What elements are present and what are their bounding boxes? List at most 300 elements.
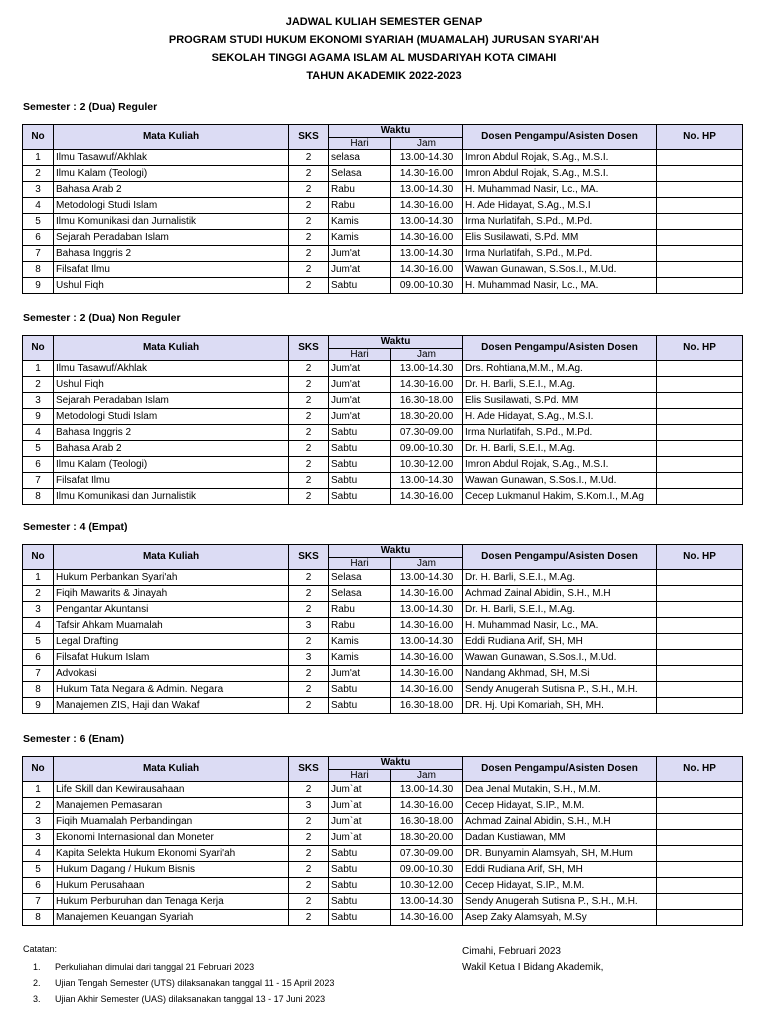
cell-hari: Jum'at [329,262,391,278]
cell-hari: Kamis [329,214,391,230]
cell-sks: 2 [289,894,329,910]
cell-jam: 10.30-12.00 [391,457,463,473]
cell-no: 1 [23,570,54,586]
table-row [23,910,743,926]
cell-no: 9 [23,409,54,425]
cell-jam: 13.00-14.30 [391,214,463,230]
cell-dosen: Sendy Anugerah Sutisna P., S.H., M.H. [463,682,657,698]
cell-hari: Kamis [329,230,391,246]
cell-sks: 2 [289,246,329,262]
cell-no: 8 [23,682,54,698]
cell-hp [657,489,743,505]
cell-sks: 2 [289,425,329,441]
col-header-no: No [23,336,54,361]
cell-no: 3 [23,393,54,409]
cell-hp [657,214,743,230]
col-header-hp: No. HP [657,757,743,782]
cell-hari: Jum`at [329,830,391,846]
cell-jam: 14.30-16.00 [391,910,463,926]
cell-jam: 13.00-14.30 [391,473,463,489]
cell-sks: 2 [289,409,329,425]
cell-mata-kuliah: Life Skill dan Kewirausahaan [54,782,289,798]
cell-mata-kuliah: Filsafat Hukum Islam [54,650,289,666]
cell-hp [657,361,743,377]
cell-sks: 2 [289,878,329,894]
table-row [23,618,743,634]
col-header-no: No [23,545,54,570]
table-row [23,602,743,618]
cell-no: 4 [23,425,54,441]
cell-no: 6 [23,878,54,894]
cell-jam: 13.00-14.30 [391,570,463,586]
cell-no: 4 [23,198,54,214]
table-row [23,489,743,505]
col-header-hari: Hari [329,558,391,570]
cell-mata-kuliah: Ilmu Kalam (Teologi) [54,457,289,473]
table-row [23,393,743,409]
table-row [23,166,743,182]
cell-no: 3 [23,814,54,830]
cell-sks: 2 [289,230,329,246]
cell-jam: 09.00-10.30 [391,441,463,457]
cell-hp [657,166,743,182]
cell-hari: Rabu [329,602,391,618]
cell-hp [657,894,743,910]
cell-dosen: Elis Susilawati, S.Pd. MM [463,393,657,409]
cell-jam: 14.30-16.00 [391,650,463,666]
cell-dosen: Cecep Lukmanul Hakim, S.Kom.I., M.Ag [463,489,657,505]
note-text: Perkuliahan dimulai dari tanggal 21 Februari 2023 [55,962,255,972]
cell-sks: 2 [289,150,329,166]
cell-jam: 14.30-16.00 [391,682,463,698]
cell-sks: 2 [289,782,329,798]
cell-sks: 2 [289,473,329,489]
cell-hp [657,425,743,441]
cell-sks: 2 [289,814,329,830]
cell-no: 5 [23,441,54,457]
cell-jam: 13.00-14.30 [391,150,463,166]
cell-no: 7 [23,473,54,489]
cell-sks: 2 [289,441,329,457]
cell-sks: 2 [289,602,329,618]
cell-dosen: Drs. Rohtiana,M.M., M.Ag. [463,361,657,377]
cell-hp [657,377,743,393]
cell-sks: 2 [289,166,329,182]
note-text: Ujian Tengah Semester (UTS) dilaksanakan tanggal 11 - 15 April 2023 [55,978,335,988]
cell-sks: 2 [289,910,329,926]
cell-no: 2 [23,166,54,182]
cell-dosen: H. Muhammad Nasir, Lc., MA. [463,182,657,198]
table-row [23,894,743,910]
col-header-hp: No. HP [657,125,743,150]
cell-no: 5 [23,214,54,230]
header-title-1: JADWAL KULIAH SEMESTER GENAP [285,16,483,28]
cell-mata-kuliah: Fiqih Mawarits & Jinayah [54,586,289,602]
cell-jam: 16.30-18.00 [391,698,463,714]
col-header-hp: No. HP [657,545,743,570]
cell-hari: Rabu [329,182,391,198]
cell-jam: 10.30-12.00 [391,878,463,894]
col-header-waktu: Waktu [329,757,463,770]
cell-mata-kuliah: Ushul Fiqh [54,377,289,393]
cell-hari: Jum'at [329,361,391,377]
schedule-table [22,544,743,714]
note-number: 2. [33,978,41,988]
cell-dosen: Asep Zaky Alamsyah, M.Sy [463,910,657,926]
cell-mata-kuliah: Ilmu Tasawuf/Akhlak [54,361,289,377]
cell-mata-kuliah: Sejarah Peradaban Islam [54,393,289,409]
cell-no: 2 [23,798,54,814]
cell-jam: 13.00-14.30 [391,246,463,262]
cell-dosen: Imron Abdul Rojak, S.Ag., M.S.I. [463,150,657,166]
cell-dosen: Dr. H. Barli, S.E.I., M.Ag. [463,570,657,586]
cell-no: 4 [23,618,54,634]
cell-jam: 14.30-16.00 [391,586,463,602]
cell-no: 1 [23,361,54,377]
cell-hp [657,473,743,489]
cell-sks: 2 [289,698,329,714]
cell-mata-kuliah: Hukum Perburuhan dan Tenaga Kerja [54,894,289,910]
cell-hp [657,666,743,682]
cell-sks: 2 [289,214,329,230]
cell-hp [657,846,743,862]
cell-no: 7 [23,894,54,910]
col-header-mata-kuliah: Mata Kuliah [54,336,289,361]
cell-jam: 07.30-09.00 [391,425,463,441]
notes-section [23,944,334,1010]
cell-hp [657,910,743,926]
cell-dosen: Dadan Kustiawan, MM [463,830,657,846]
cell-jam: 14.30-16.00 [391,166,463,182]
cell-sks: 2 [289,489,329,505]
table-row [23,814,743,830]
cell-hari: Jum`at [329,798,391,814]
col-header-jam: Jam [391,770,463,782]
cell-no: 6 [23,650,54,666]
cell-hp [657,441,743,457]
table-row [23,457,743,473]
cell-mata-kuliah: Manajemen ZIS, Haji dan Wakaf [54,698,289,714]
cell-hp [657,782,743,798]
col-header-jam: Jam [391,558,463,570]
cell-jam: 13.00-14.30 [391,602,463,618]
cell-hp [657,246,743,262]
cell-mata-kuliah: Bahasa Arab 2 [54,441,289,457]
cell-sks: 2 [289,278,329,294]
note-text: Ujian Akhir Semester (UAS) dilaksanakan tanggal 13 - 17 Juni 2023 [55,994,326,1004]
cell-no: 5 [23,634,54,650]
note-item [23,962,334,972]
cell-mata-kuliah: Ilmu Kalam (Teologi) [54,166,289,182]
cell-hari: Sabtu [329,910,391,926]
schedule-table [22,756,743,926]
col-header-sks: SKS [289,545,329,570]
col-header-waktu: Waktu [329,545,463,558]
cell-sks: 2 [289,666,329,682]
cell-sks: 2 [289,846,329,862]
cell-hp [657,878,743,894]
table-row [23,666,743,682]
cell-mata-kuliah: Ekonomi Internasional dan Moneter [54,830,289,846]
cell-dosen: Sendy Anugerah Sutisna P., S.H., M.H. [463,894,657,910]
schedule-table [22,335,743,505]
table-row [23,830,743,846]
col-header-dosen: Dosen Pengampu/Asisten Dosen [463,757,657,782]
cell-jam: 14.30-16.00 [391,262,463,278]
header-title-4: TAHUN AKADEMIK 2022-2023 [306,70,462,82]
cell-jam: 13.00-14.30 [391,894,463,910]
cell-sks: 2 [289,361,329,377]
cell-hp [657,278,743,294]
table-row [23,798,743,814]
cell-dosen: Irma Nurlatifah, S.Pd., M.Pd. [463,214,657,230]
table-row [23,361,743,377]
cell-mata-kuliah: Advokasi [54,666,289,682]
table-row [23,682,743,698]
cell-hari: Sabtu [329,425,391,441]
cell-hp [657,798,743,814]
cell-dosen: Elis Susilawati, S.Pd. MM [463,230,657,246]
table-row [23,214,743,230]
cell-hari: Jum'at [329,377,391,393]
cell-hp [657,830,743,846]
cell-jam: 14.30-16.00 [391,798,463,814]
schedule-table [22,124,743,294]
cell-hari: Selasa [329,586,391,602]
col-header-jam: Jam [391,138,463,150]
cell-mata-kuliah: Bahasa Inggris 2 [54,425,289,441]
cell-dosen: Wawan Gunawan, S.Sos.I., M.Ud. [463,650,657,666]
cell-hari: Selasa [329,166,391,182]
cell-no: 6 [23,457,54,473]
notes-title: Catatan: [23,944,58,954]
cell-sks: 2 [289,182,329,198]
semester-title: Semester : 2 (Dua) Reguler [23,101,158,113]
cell-dosen: Dr. H. Barli, S.E.I., M.Ag. [463,602,657,618]
cell-dosen: Dr. H. Barli, S.E.I., M.Ag. [463,377,657,393]
cell-dosen: Imron Abdul Rojak, S.Ag., M.S.I. [463,166,657,182]
cell-sks: 3 [289,798,329,814]
col-header-sks: SKS [289,336,329,361]
cell-hp [657,230,743,246]
table-row [23,878,743,894]
cell-mata-kuliah: Kapita Selekta Hukum Ekonomi Syari'ah [54,846,289,862]
cell-hp [657,409,743,425]
cell-hari: Sabtu [329,278,391,294]
cell-no: 5 [23,862,54,878]
cell-no: 8 [23,489,54,505]
cell-sks: 2 [289,377,329,393]
cell-hari: Jum'at [329,409,391,425]
note-number: 3. [33,994,41,1004]
cell-mata-kuliah: Hukum Tata Negara & Admin. Negara [54,682,289,698]
col-header-hari: Hari [329,770,391,782]
header-title-2: PROGRAM STUDI HUKUM EKONOMI SYARIAH (MUAMALAH) JURUSAN SYARI'AH [168,34,600,46]
cell-dosen: Wawan Gunawan, S.Sos.I., M.Ud. [463,262,657,278]
cell-dosen: Imron Abdul Rojak, S.Ag., M.S.I. [463,457,657,473]
note-number: 1. [33,962,41,972]
table-row [23,698,743,714]
cell-jam: 13.00-14.30 [391,182,463,198]
table-row [23,182,743,198]
col-header-mata-kuliah: Mata Kuliah [54,757,289,782]
cell-dosen: Achmad Zainal Abidin, S.H., M.H [463,586,657,602]
cell-sks: 2 [289,457,329,473]
cell-mata-kuliah: Tafsir Ahkam Muamalah [54,618,289,634]
cell-hp [657,618,743,634]
cell-sks: 2 [289,830,329,846]
cell-sks: 2 [289,634,329,650]
cell-hari: Jum`at [329,782,391,798]
cell-mata-kuliah: Filsafat Ilmu [54,473,289,489]
cell-mata-kuliah: Bahasa Arab 2 [54,182,289,198]
cell-mata-kuliah: Metodologi Studi Islam [54,409,289,425]
cell-hp [657,262,743,278]
cell-no: 1 [23,150,54,166]
cell-hp [657,650,743,666]
col-header-no: No [23,125,54,150]
cell-jam: 14.30-16.00 [391,618,463,634]
cell-jam: 18.30-20.00 [391,830,463,846]
signature-place-date: Cimahi, Februari 2023 [462,946,561,957]
cell-mata-kuliah: Ilmu Komunikasi dan Jurnalistik [54,214,289,230]
table-row [23,150,743,166]
cell-hari: Sabtu [329,489,391,505]
cell-hari: Sabtu [329,441,391,457]
cell-hp [657,602,743,618]
cell-mata-kuliah: Hukum Dagang / Hukum Bisnis [54,862,289,878]
table-row [23,230,743,246]
cell-hp [657,570,743,586]
table-row [23,425,743,441]
cell-sks: 2 [289,586,329,602]
cell-jam: 13.00-14.30 [391,634,463,650]
header-title-3: SEKOLAH TINGGI AGAMA ISLAM AL MUSDARIYAH KOTA CIMAHI [211,52,557,64]
cell-hp [657,682,743,698]
cell-jam: 14.30-16.00 [391,666,463,682]
cell-no: 9 [23,698,54,714]
col-header-sks: SKS [289,757,329,782]
cell-sks: 2 [289,570,329,586]
cell-mata-kuliah: Hukum Perbankan Syari'ah [54,570,289,586]
cell-sks: 2 [289,393,329,409]
cell-jam: 16.30-18.00 [391,393,463,409]
cell-dosen: Wawan Gunawan, S.Sos.I., M.Ud. [463,473,657,489]
cell-dosen: Eddi Rudiana Arif, SH, MH [463,634,657,650]
cell-hp [657,457,743,473]
col-header-dosen: Dosen Pengampu/Asisten Dosen [463,336,657,361]
col-header-hari: Hari [329,138,391,150]
col-header-jam: Jam [391,349,463,361]
cell-dosen: H. Muhammad Nasir, Lc., MA. [463,618,657,634]
col-header-hp: No. HP [657,336,743,361]
col-header-mata-kuliah: Mata Kuliah [54,125,289,150]
col-header-no: No [23,757,54,782]
cell-sks: 2 [289,682,329,698]
cell-mata-kuliah: Manajemen Pemasaran [54,798,289,814]
cell-hari: Rabu [329,198,391,214]
cell-jam: 14.30-16.00 [391,198,463,214]
cell-no: 3 [23,182,54,198]
cell-hp [657,814,743,830]
semester-title: Semester : 4 (Empat) [23,521,128,533]
semester-title: Semester : 6 (Enam) [23,733,124,745]
cell-hari: Sabtu [329,473,391,489]
cell-mata-kuliah: Ilmu Tasawuf/Akhlak [54,150,289,166]
table-row [23,862,743,878]
cell-dosen: Cecep Hidayat, S.IP., M.M. [463,878,657,894]
cell-dosen: Irma Nurlatifah, S.Pd., M.Pd. [463,246,657,262]
cell-mata-kuliah: Ilmu Komunikasi dan Jurnalistik [54,489,289,505]
cell-hari: Sabtu [329,698,391,714]
cell-jam: 18.30-20.00 [391,409,463,425]
table-row [23,262,743,278]
table-row [23,278,743,294]
col-header-dosen: Dosen Pengampu/Asisten Dosen [463,545,657,570]
cell-mata-kuliah: Metodologi Studi Islam [54,198,289,214]
cell-dosen: DR. Bunyamin Alamsyah, SH, M.Hum [463,846,657,862]
cell-hari: Sabtu [329,862,391,878]
cell-dosen: Dea Jenal Mutakin, S.H., M.M. [463,782,657,798]
cell-no: 8 [23,910,54,926]
cell-jam: 13.00-14.30 [391,782,463,798]
signature-block [462,944,603,976]
table-row [23,846,743,862]
cell-hari: Jum'at [329,246,391,262]
cell-no: 3 [23,830,54,846]
cell-sks: 2 [289,862,329,878]
cell-hari: Kamis [329,634,391,650]
cell-mata-kuliah: Pengantar Akuntansi [54,602,289,618]
cell-hari: selasa [329,150,391,166]
cell-mata-kuliah: Sejarah Peradaban Islam [54,230,289,246]
cell-no: 9 [23,278,54,294]
cell-sks: 2 [289,198,329,214]
cell-hari: Sabtu [329,846,391,862]
cell-dosen: Cecep Hidayat, S.IP., M.M. [463,798,657,814]
cell-mata-kuliah: Bahasa Inggris 2 [54,246,289,262]
cell-jam: 13.00-14.30 [391,361,463,377]
cell-no: 1 [23,782,54,798]
cell-sks: 2 [289,262,329,278]
cell-jam: 07.30-09.00 [391,846,463,862]
cell-hari: Sabtu [329,457,391,473]
table-row [23,409,743,425]
cell-dosen: H. Ade Hidayat, S.Ag., M.S.I [463,198,657,214]
cell-no: 2 [23,586,54,602]
table-row [23,246,743,262]
cell-no: 2 [23,377,54,393]
cell-jam: 14.30-16.00 [391,230,463,246]
cell-hari: Rabu [329,618,391,634]
cell-jam: 09.00-10.30 [391,862,463,878]
cell-hp [657,586,743,602]
cell-mata-kuliah: Legal Drafting [54,634,289,650]
table-row [23,570,743,586]
cell-hari: Jum'at [329,666,391,682]
col-header-waktu: Waktu [329,336,463,349]
table-row [23,634,743,650]
table-row [23,473,743,489]
cell-jam: 09.00-10.30 [391,278,463,294]
cell-dosen: Irma Nurlatifah, S.Pd., M.Pd. [463,425,657,441]
cell-hp [657,198,743,214]
cell-dosen: Achmad Zainal Abidin, S.H., M.H [463,814,657,830]
cell-dosen: Eddi Rudiana Arif, SH, MH [463,862,657,878]
signature-position: Wakil Ketua I Bidang Akademik, [462,962,604,973]
cell-mata-kuliah: Filsafat Ilmu [54,262,289,278]
table-row [23,377,743,393]
